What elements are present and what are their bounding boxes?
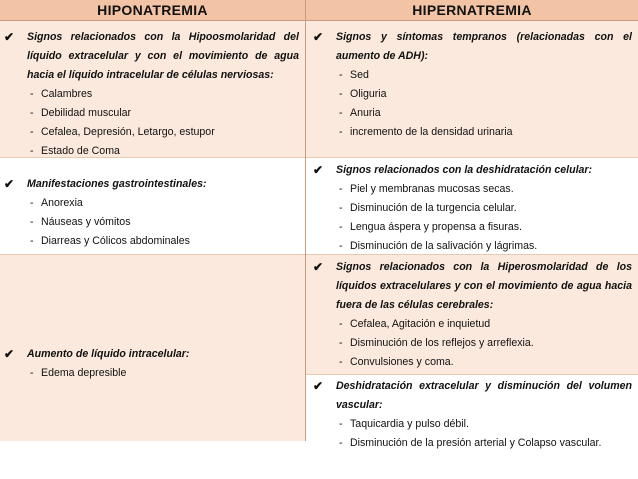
check-icon: ✔ (313, 30, 324, 44)
column-divider (305, 0, 306, 441)
list-item: - Lengua áspera y propensa a fisuras. (336, 218, 632, 237)
list-item: - Edema depresible (27, 364, 299, 383)
check-icon: ✔ (4, 30, 15, 44)
list-item: - Disminución de la salivación y lágrimas. (336, 237, 632, 256)
check-icon: ✔ (313, 379, 324, 393)
right-heading-1: ✔ Signos y síntomas tempranos (relacionadas con el aumento de ADH): (313, 30, 632, 62)
left-cell-1 (0, 21, 305, 157)
right-cell-4 (306, 374, 638, 449)
list-item: - Diarreas y Cólicos abdominales (27, 232, 299, 251)
check-icon: ✔ (4, 347, 15, 361)
list-item: - Disminución de la presión arterial y Colapso vascular. (336, 434, 632, 453)
list-item: - incremento de la densidad urinaria (336, 123, 632, 142)
list-item: - Debilidad muscular (27, 104, 299, 123)
left-cell-3 (0, 254, 305, 441)
list-item: - Taquicardia y pulso débil. (336, 415, 632, 434)
list-item: - Piel y membranas mucosas secas. (336, 180, 632, 199)
check-icon: ✔ (313, 260, 324, 274)
list-item: - Sed (336, 66, 632, 85)
list-item: - Calambres (27, 85, 299, 104)
left-cell-2 (0, 157, 305, 254)
list-item: - Náuseas y vómitos (27, 213, 299, 232)
list-item: - Anuria (336, 104, 632, 123)
list-item: - Disminución de los reflejos y arreflexia. (336, 334, 632, 353)
list-item: - Convulsiones y coma. (336, 353, 632, 372)
right-cell-3 (306, 254, 638, 374)
list-item: - Estado de Coma (27, 142, 299, 161)
list-item: - Oliguria (336, 85, 632, 104)
right-heading-4: ✔ Deshidratación extracelular y disminución del volumen vascular: (313, 379, 632, 411)
list-item: - Cefalea, Depresión, Letargo, estupor (27, 123, 299, 142)
left-heading-2: ✔ Manifestaciones gastrointestinales: (27, 175, 299, 194)
list-item: - Cefalea, Agitación e inquietud (336, 315, 632, 334)
list-item: - Anorexia (27, 194, 299, 213)
header-hiponatremia: HIPONATREMIA (0, 0, 305, 21)
header-hipernatremia: HIPERNATREMIA (306, 0, 638, 21)
left-heading-1: ✔ Signos relacionados con la Hipoosmolaridad del líquido extracelular y con el movimiento de agua hacia el líquido intracelular de células nerviosas: (4, 30, 299, 81)
right-cell-1 (306, 21, 638, 157)
check-icon: ✔ (4, 177, 15, 191)
right-heading-3: ✔ Signos relacionados con la Hiperosmolaridad de los líquidos extracelulares y con el movimiento de agua hacia fuera de las células cerebrales: (313, 260, 632, 311)
right-heading-2: ✔ Signos relacionados con la deshidratación celular: (336, 161, 632, 180)
left-heading-3: ✔ Aumento de líquido intracelular: (27, 345, 299, 364)
right-cell-2 (306, 157, 638, 254)
check-icon: ✔ (313, 163, 324, 177)
list-item: - Disminución de la turgencia celular. (336, 199, 632, 218)
